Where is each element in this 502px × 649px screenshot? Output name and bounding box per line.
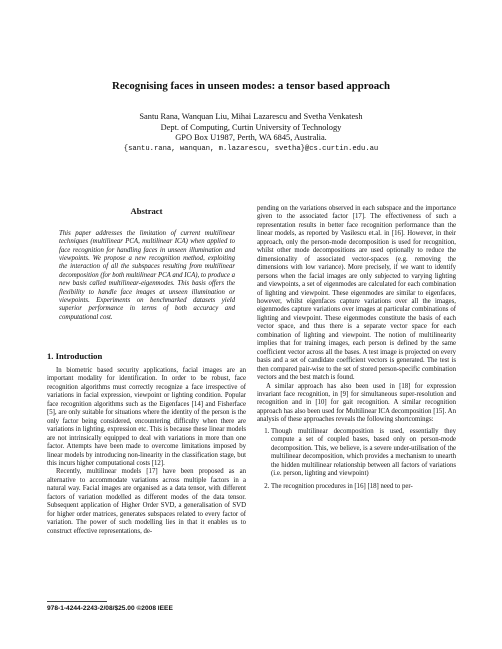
author-block bbox=[0, 112, 502, 154]
abstract-text: This paper addresses the limitation of current multilinear techniques (multilinear PCA, multilinear ICA) when applied to face recognition for handling faces in unseen illumination and viewpoints. We propose a new recognition method, exploiting the interaction of all the subspaces resulting from multilinear decomposition (for both multilinear PCA and ICA), to produce a new basis called multilinear-eigenmodes. This basis offers the flexibility to handle face images at unseen illumination or viewpoints. Experiments on benchmarked datasets yield superior performance in terms of both accuracy and computational cost. bbox=[59, 229, 235, 321]
left-column-body bbox=[47, 367, 246, 536]
affiliation-line-2: GPO Box U1987, Perth, WA 6845, Australia. bbox=[175, 133, 327, 142]
list-item: 2. The recognition procedures in [16] [18] need to per- bbox=[271, 483, 456, 491]
intro-paragraph-1: In biometric based security applications, facial images are an important modality for identification. In order to be robust, face recognition algorithms must correctly recognize a face irrespective of variations in facial expression, viewpoint or lighting condition. Popular face recognition algorithms such as the Eigenfaces [14] and Fisherface [5], are only suitable for situations where the identity of the person is the only factor being considered, encountering difficulty when there are variations in lighting, expression etc. This is because these linear models are not intrinsically equipped to deal with variations in more than one factor. Attempts have been made to overcome limitations imposed by linear models by introducing non-linearity in the classification stage, but this incurs higher computational costs [12]. bbox=[47, 367, 246, 467]
intro-paragraph-3: pending on the variations observed in each subspace and the importance given to the associated factor [17]. The effectiveness of such a representation results in better face recognition performance than the linear models, as reported by Vasilescu et.al. in [16]. However, in their approach, only the person-mode decomposition is used for recognition, whilst other mode decompositions are used optionally to reduce the dimensionality of associated vector-spaces (e.g. removing the dimensions with low variance). More precisely, if we want to identify persons when the facial images are only subjected to varying lighting and viewpoints, a set of eigenmodes are calculated for each combination of lighting and viewpoint. These eigenmodes are similar to eigenfaces, however, whilst eigenfaces capture variations over all the images, eigenmodes capture variations over images at particular combinations of lighting and viewpoint. These eigenmodes constitute the basis of each vector space, and thus there is a separate vector space for each combination of lighting and viewpoint. The notion of multilinearity implies that for training images, each person is defined by the same coefficient vector across all the bases. A test image is projected on every basis and a set of candidate coefficient vectors is generated. The test is then compared pair-wise to the set of stored person-specific combination vectors and the best match is found. bbox=[257, 205, 456, 382]
footer-rule bbox=[47, 601, 107, 602]
section-heading-introduction: 1. Introduction bbox=[47, 351, 103, 361]
intro-paragraph-4: A similar approach has also been used in [18] for expression invariant face recognition, in [9] for simultaneous super-resolution and recognition and in [10] for gait recognition. A similar recognition approach has also been used for Multilinear ICA decomposition [15]. An analysis of these approaches reveals the following shortcomings: bbox=[257, 382, 456, 424]
right-column-body bbox=[257, 205, 456, 495]
affiliation-line-1: Dept. of Computing, Curtin University of Technology bbox=[160, 122, 342, 132]
author-names: Santu Rana, Wanquan Liu, Mihai Lazarescu and Svetha Venkatesh bbox=[139, 112, 363, 121]
abstract-heading: Abstract bbox=[130, 206, 163, 216]
shortcomings-list bbox=[257, 428, 456, 491]
intro-paragraph-2: Recently, multilinear models [17] have been proposed as an alternative to accommodate variations across multiple factors in a natural way. Facial images are organised as a data tensor, with different factors of variation modelled as different modes of the data tensor. Subsequent application of Higher Order SVD, a generalisation of SVD for higher order matrices, generates subspaces related to every factor of variation. The power of such modelling lies in that it enables us to construct effective representations, de- bbox=[47, 468, 246, 535]
author-emails: {santu.rana, wanquan, m.lazarescu, svetha}@cs.curtin.edu.au bbox=[123, 144, 379, 153]
paper-title: Recognising faces in unseen modes: a tensor based approach bbox=[112, 80, 390, 92]
copyright-footer: 978-1-4244-2243-2/08/$25.00 ©2008 IEEE bbox=[47, 605, 173, 612]
list-item: 1. Though multilinear decomposition is used, essentially they compute a set of coupled bases, based only on person-mode decomposition. This, we believe, is a severe under-utilisation of the multilinear decomposition, which provides a mechanism to unearth the hidden multilinear relationship between all factors of variations (i.e. person, lighting and viewpoint) bbox=[271, 428, 456, 479]
